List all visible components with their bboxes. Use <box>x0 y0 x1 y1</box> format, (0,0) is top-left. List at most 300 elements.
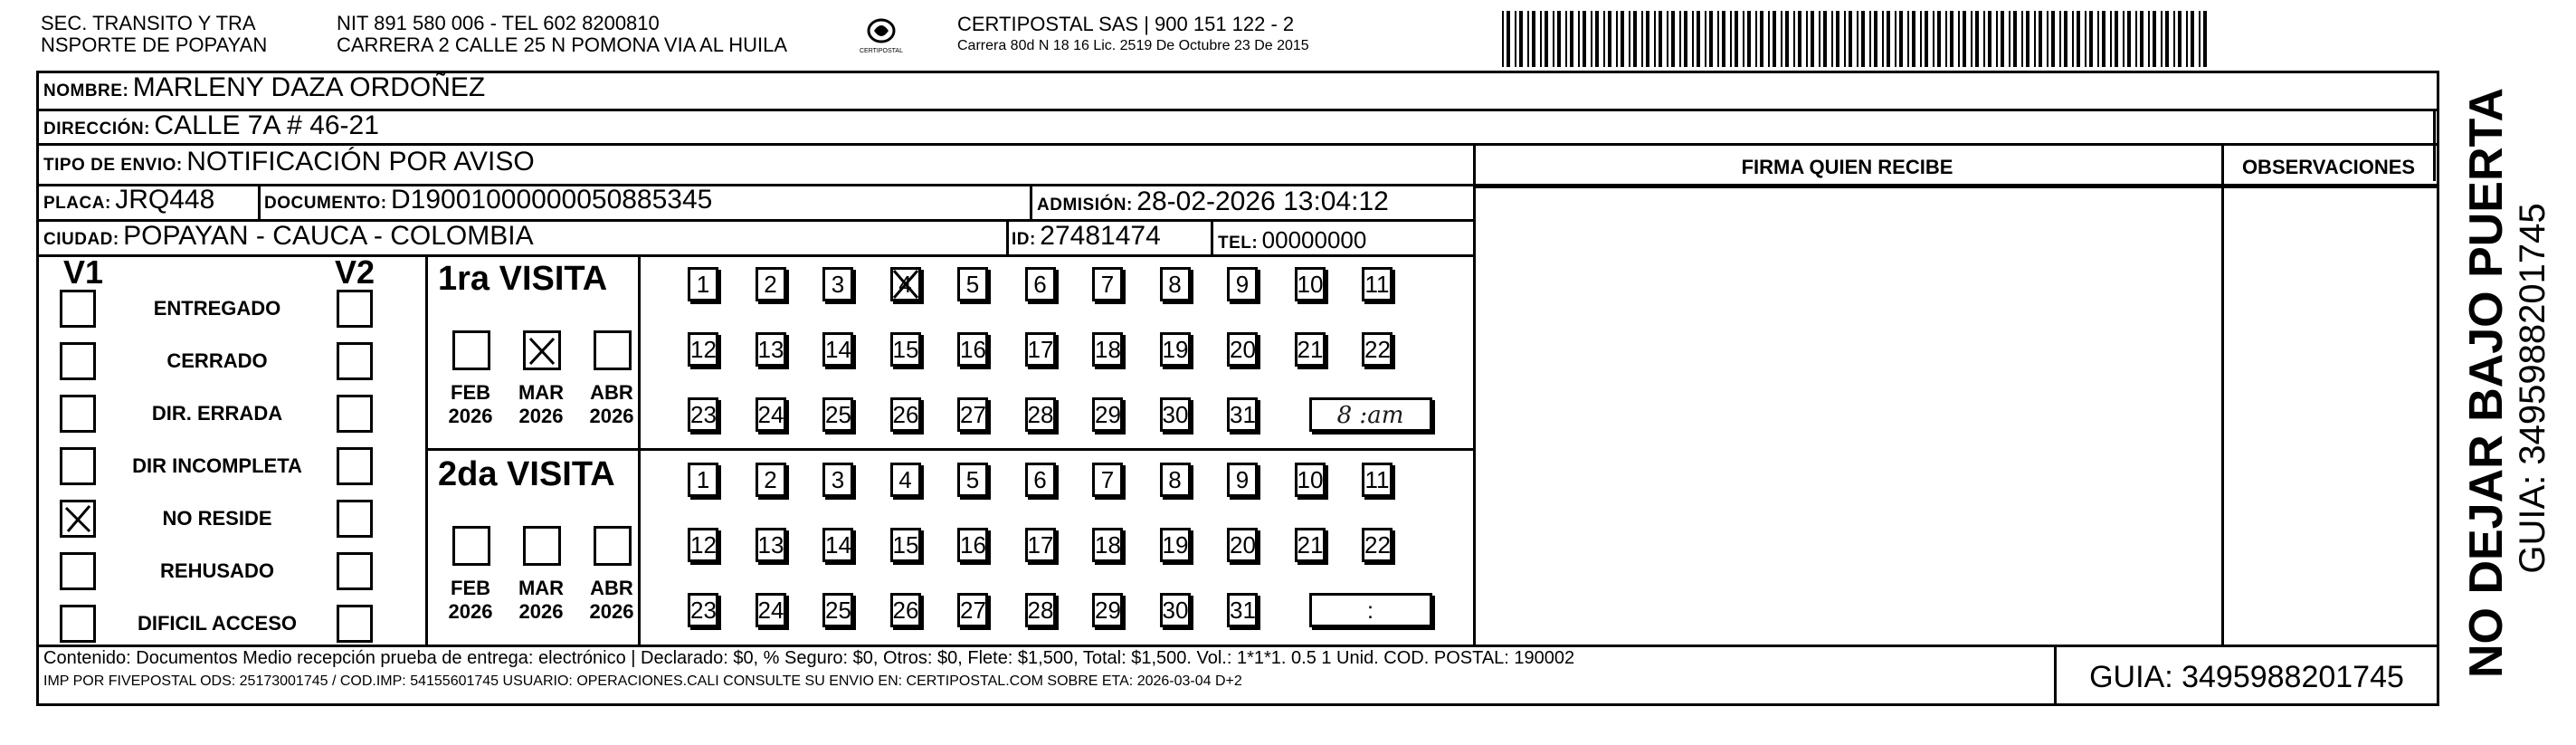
v1-checkbox[interactable] <box>60 447 96 485</box>
day-number: 13 <box>757 336 784 363</box>
day-number: 10 <box>1297 271 1324 298</box>
month-checkbox[interactable] <box>523 526 561 566</box>
day-number: 14 <box>825 336 851 363</box>
day-number: 15 <box>892 531 919 559</box>
barcode-bar <box>1925 11 1928 67</box>
barcode-bar <box>1603 11 1605 67</box>
barcode-bar <box>2009 11 2010 67</box>
day-box[interactable] <box>890 528 921 562</box>
barcode-bar <box>1565 11 1567 67</box>
day-box[interactable] <box>822 528 853 562</box>
visit-title: 2da VISITA <box>438 455 615 493</box>
month-year: 2026 <box>448 600 493 623</box>
barcode-bar <box>1811 11 1814 67</box>
barcode-bar <box>1823 11 1827 67</box>
barcode-bar <box>1684 11 1687 67</box>
v1-checkbox[interactable] <box>60 605 96 643</box>
barcode-bar <box>1899 11 1903 67</box>
day-box[interactable] <box>957 463 988 497</box>
barcode-bar <box>2165 11 2169 67</box>
day-box[interactable] <box>1092 528 1123 562</box>
day-box[interactable] <box>688 593 718 627</box>
company-block <box>957 13 1309 56</box>
v2-checkbox[interactable] <box>337 447 373 485</box>
day-box[interactable] <box>756 593 786 627</box>
barcode-bar <box>1874 11 1877 67</box>
barcode-bar <box>2039 11 2042 67</box>
barcode-bar <box>2059 11 2061 67</box>
barcode-bar <box>1895 11 1896 67</box>
barcode-bar <box>2072 11 2074 67</box>
month-checkbox[interactable] <box>452 330 490 370</box>
day-box[interactable] <box>1092 267 1123 301</box>
plate-value: JRQ448 <box>115 185 215 215</box>
v2-checkbox[interactable] <box>337 605 373 643</box>
day-box[interactable] <box>890 332 921 367</box>
day-number: 8 <box>1168 271 1182 298</box>
day-number: 3 <box>831 271 845 298</box>
barcode-bar <box>1578 11 1580 67</box>
day-box[interactable] <box>1227 528 1258 562</box>
admission-label: ADMISIÓN: <box>1037 196 1133 215</box>
document-label: DOCUMENTO: <box>264 194 387 213</box>
barcode-bar <box>1849 11 1852 67</box>
tel-label: TEL: <box>1218 234 1259 253</box>
day-box[interactable] <box>1025 397 1056 432</box>
day-box[interactable] <box>890 593 921 627</box>
day-box[interactable] <box>957 267 988 301</box>
day-box[interactable] <box>756 463 786 497</box>
barcode-bar <box>2089 11 2093 67</box>
day-box[interactable] <box>890 397 921 432</box>
month-name: ABR <box>590 577 633 599</box>
day-box[interactable] <box>822 593 853 627</box>
day-box[interactable] <box>822 332 853 367</box>
barcode-bar <box>1722 11 1725 67</box>
barcode-bar <box>1502 11 1504 67</box>
day-box[interactable] <box>1160 397 1191 432</box>
barcode-bar <box>1608 11 1611 67</box>
day-box[interactable] <box>1025 528 1056 562</box>
day-box[interactable] <box>1227 593 1258 627</box>
day-box[interactable] <box>756 528 786 562</box>
v2-checkbox[interactable] <box>337 395 373 433</box>
plate-cell <box>43 185 214 220</box>
day-number: 12 <box>690 336 717 363</box>
day-number: 30 <box>1162 597 1189 624</box>
barcode-bar <box>1988 11 1991 67</box>
month-label <box>443 577 498 624</box>
observations-area[interactable] <box>2230 195 2429 638</box>
barcode-bar <box>1937 11 1941 67</box>
day-box[interactable] <box>1295 528 1326 562</box>
barcode-bar <box>1760 11 1763 67</box>
barcode-bar <box>1519 11 1523 67</box>
barcode-bar <box>1920 11 1922 67</box>
day-box[interactable] <box>1362 332 1393 367</box>
barcode-bar <box>1654 11 1656 67</box>
barcode-bar <box>1950 11 1953 67</box>
barcode-bar <box>1545 11 1548 67</box>
barcode-bar <box>1570 11 1573 67</box>
day-box[interactable] <box>1025 267 1056 301</box>
barcode-bar <box>1743 11 1744 67</box>
day-box[interactable] <box>1160 332 1191 367</box>
city-value: POPAYAN - CAUCA - COLOMBIA <box>123 221 534 251</box>
barcode-bar <box>2140 11 2143 67</box>
day-box[interactable] <box>957 332 988 367</box>
barcode-bar <box>1887 11 1890 67</box>
day-number: 22 <box>1364 531 1391 559</box>
day-box[interactable] <box>1362 267 1393 301</box>
day-number: 17 <box>1027 336 1054 363</box>
status-label: DIR INCOMPLETA <box>132 454 302 477</box>
day-box[interactable] <box>1025 463 1056 497</box>
day-box[interactable] <box>1092 463 1123 497</box>
address-label: DIRECCIÓN: <box>43 119 150 138</box>
day-number: 31 <box>1230 401 1256 428</box>
barcode-bar <box>2148 11 2150 67</box>
v2-checkbox[interactable] <box>337 290 373 328</box>
day-number: 27 <box>960 401 986 428</box>
barcode-bar <box>1975 11 1979 67</box>
barcode-bar <box>2115 11 2118 67</box>
barcode-bar <box>2051 11 2055 67</box>
barcode-bar <box>2191 11 2194 67</box>
day-number: 6 <box>1033 466 1047 493</box>
barcode-bar <box>1659 11 1662 67</box>
day-number: 15 <box>892 336 919 363</box>
day-box[interactable] <box>756 397 786 432</box>
barcode <box>1502 11 2217 67</box>
status-label: CERRADO <box>166 349 268 372</box>
barcode-bar <box>1857 11 1858 67</box>
day-box[interactable] <box>1362 528 1393 562</box>
id-label: ID: <box>1012 230 1036 249</box>
barcode-bar <box>1747 11 1751 67</box>
document-value: D19001000000050885345 <box>391 185 713 215</box>
barcode-bar <box>1735 11 1738 67</box>
month-name: MAR <box>518 381 565 404</box>
barcode-bar <box>1768 11 1770 67</box>
day-number: 22 <box>1364 336 1391 363</box>
v2-checkbox[interactable] <box>337 552 373 590</box>
v1-checkbox[interactable] <box>60 395 96 433</box>
day-box[interactable] <box>1227 267 1258 301</box>
barcode-bar <box>1692 11 1694 67</box>
barcode-bar <box>1730 11 1732 67</box>
day-box[interactable] <box>688 463 718 497</box>
day-number: 12 <box>690 531 717 559</box>
month-year: 2026 <box>448 405 493 427</box>
day-number: 16 <box>960 336 986 363</box>
day-number: 24 <box>757 597 784 624</box>
day-number: 3 <box>831 466 845 493</box>
day-box[interactable] <box>822 267 853 301</box>
month-name: MAR <box>518 577 565 599</box>
day-number: 1 <box>696 466 710 493</box>
day-number: 16 <box>960 531 986 559</box>
day-number: 26 <box>892 401 919 428</box>
day-box[interactable] <box>1295 463 1326 497</box>
admission-value: 28-02-2026 13:04:12 <box>1136 186 1389 216</box>
barcode-bar <box>1907 11 1909 67</box>
status-label: DIR. ERRADA <box>151 402 283 425</box>
tel-value: 00000000 <box>1261 226 1367 253</box>
barcode-bar <box>1912 11 1915 67</box>
name-row <box>43 72 485 108</box>
barcode-bar <box>1709 11 1713 67</box>
day-number: 20 <box>1230 531 1256 559</box>
barcode-bar <box>1629 11 1630 67</box>
barcode-bar <box>2102 11 2105 67</box>
day-number: 28 <box>1027 401 1054 428</box>
sender-line-2: NSPORTE DE POPAYAN <box>41 33 268 56</box>
day-box[interactable] <box>1295 332 1326 367</box>
day-box[interactable] <box>688 332 718 367</box>
barcode-bar <box>1671 11 1675 67</box>
day-box[interactable] <box>1160 593 1191 627</box>
day-number: 9 <box>1235 271 1250 298</box>
v1-checkbox[interactable] <box>60 552 96 590</box>
day-box[interactable] <box>1092 332 1123 367</box>
barcode-bar <box>2013 11 2017 67</box>
day-box[interactable] <box>688 528 718 562</box>
barcode-bar <box>2110 11 2112 67</box>
no-dejar-warning: NO DEJAR BAJO PUERTA <box>2460 87 2513 678</box>
month-year: 2026 <box>518 405 564 427</box>
time-box[interactable] <box>1309 397 1432 432</box>
v1-checkbox[interactable] <box>60 342 96 380</box>
day-box[interactable] <box>688 267 718 301</box>
day-box[interactable] <box>1227 332 1258 367</box>
day-number: 11 <box>1364 466 1390 493</box>
side-panel <box>2443 71 2570 706</box>
barcode-bar <box>1515 11 1516 67</box>
day-number: 13 <box>757 531 784 559</box>
sender-block <box>41 13 267 56</box>
signature-area[interactable] <box>1484 195 2208 638</box>
month-checkbox[interactable] <box>594 330 632 370</box>
checkmark-icon <box>890 267 921 301</box>
time-box[interactable] <box>1309 593 1432 627</box>
day-number: 7 <box>1100 271 1115 298</box>
barcode-bar <box>2123 11 2124 67</box>
barcode-bar <box>1527 11 1529 67</box>
document-cell <box>264 185 712 220</box>
barcode-bar <box>1595 11 1599 67</box>
status-label: REHUSADO <box>160 559 274 582</box>
day-box[interactable] <box>822 463 853 497</box>
barcode-bar <box>2034 11 2036 67</box>
day-number: 8 <box>1168 466 1182 493</box>
day-number: 27 <box>960 597 986 624</box>
barcode-bar <box>1616 11 1618 67</box>
time-value: : <box>1366 597 1374 624</box>
day-number: 18 <box>1095 336 1121 363</box>
day-number: 20 <box>1230 336 1256 363</box>
sender-line-1: SEC. TRANSITO Y TRA <box>41 12 256 34</box>
barcode-bar <box>1836 11 1839 67</box>
day-box[interactable] <box>1025 593 1056 627</box>
day-box[interactable] <box>957 528 988 562</box>
shipment-type: NOTIFICACIÓN POR AVISO <box>186 147 535 177</box>
day-box[interactable] <box>1227 463 1258 497</box>
day-box[interactable] <box>1092 397 1123 432</box>
barcode-bar <box>1793 11 1795 67</box>
barcode-bar <box>1633 11 1637 67</box>
day-number: 28 <box>1027 597 1054 624</box>
barcode-bar <box>1621 11 1624 67</box>
barcode-bar <box>1540 11 1542 67</box>
visit-title: 1ra VISITA <box>438 260 608 298</box>
day-number: 6 <box>1033 271 1047 298</box>
time-value: 8 :am <box>1336 402 1404 429</box>
v2-checkbox[interactable] <box>337 342 373 380</box>
barcode-bar <box>2077 11 2080 67</box>
city-row <box>43 221 534 256</box>
footer-guia: GUIA: 3495988201745 <box>2089 660 2404 694</box>
status-label: ENTREGADO <box>153 297 281 320</box>
checkmark-icon <box>62 502 93 535</box>
day-number: 31 <box>1230 597 1256 624</box>
day-number: 10 <box>1297 466 1324 493</box>
checkmark-icon <box>526 333 558 368</box>
barcode-bar <box>1844 11 1846 67</box>
recipient-name: MARLENY DAZA ORDOÑEZ <box>132 72 486 102</box>
day-number: 21 <box>1297 531 1324 559</box>
month-checkbox[interactable] <box>452 526 490 566</box>
status-label: DIFICIL ACCESO <box>137 612 297 635</box>
day-number: 7 <box>1100 466 1115 493</box>
month-label <box>585 577 639 624</box>
day-number: 29 <box>1095 597 1121 624</box>
barcode-bar <box>1553 11 1554 67</box>
barcode-bar <box>1861 11 1865 67</box>
barcode-bar <box>1697 11 1700 67</box>
barcode-bar <box>1667 11 1668 67</box>
month-checkbox[interactable] <box>523 330 561 370</box>
day-box[interactable] <box>756 267 786 301</box>
month-checkbox[interactable] <box>594 526 632 566</box>
month-year: 2026 <box>589 405 634 427</box>
month-name: FEB <box>451 381 490 404</box>
barcode-bar <box>2203 11 2207 67</box>
address-row <box>43 110 379 146</box>
month-label <box>514 577 568 624</box>
day-box[interactable] <box>1160 528 1191 562</box>
day-number: 5 <box>965 271 980 298</box>
day-number: 18 <box>1095 531 1121 559</box>
barcode-bar <box>1591 11 1592 67</box>
barcode-bar <box>1773 11 1776 67</box>
day-box[interactable] <box>1362 463 1393 497</box>
day-number: 19 <box>1162 336 1189 363</box>
barcode-bar <box>1983 11 1985 67</box>
day-box[interactable] <box>957 593 988 627</box>
signature-header: FIRMA QUIEN RECIBE <box>1741 156 1953 178</box>
day-box[interactable] <box>1092 593 1123 627</box>
barcode-bar <box>2127 11 2131 67</box>
day-number: 4 <box>898 271 912 298</box>
name-label: NOMBRE: <box>43 81 129 100</box>
day-box[interactable] <box>1160 267 1191 301</box>
day-number: 30 <box>1162 401 1189 428</box>
logo-text: CERTIPOSTAL <box>860 48 903 54</box>
day-box[interactable] <box>1295 267 1326 301</box>
day-number: 17 <box>1027 531 1054 559</box>
nit-line: NIT 891 580 006 - TEL 602 8200810 <box>337 12 660 34</box>
sender-contact <box>337 13 787 56</box>
v1-checkbox[interactable] <box>60 500 96 538</box>
tel-cell <box>1218 224 1366 260</box>
day-box[interactable] <box>1160 463 1191 497</box>
recipient-address: CALLE 7A # 46-21 <box>154 110 379 140</box>
day-number: 25 <box>825 597 851 624</box>
day-box[interactable] <box>890 267 921 301</box>
barcode-bar <box>1785 11 1789 67</box>
day-box[interactable] <box>890 463 921 497</box>
barcode-bar <box>1532 11 1535 67</box>
v2-header: V2 <box>335 253 375 291</box>
day-box[interactable] <box>1025 332 1056 367</box>
month-name: FEB <box>451 577 490 599</box>
barcode-bar <box>1806 11 1808 67</box>
side-guia: GUIA: 3495988201745 <box>2513 203 2552 574</box>
day-number: 5 <box>965 466 980 493</box>
barcode-bar <box>2001 11 2004 67</box>
day-number: 2 <box>764 271 777 298</box>
barcode-bar <box>2173 11 2175 67</box>
type-label: TIPO DE ENVIO: <box>43 156 183 175</box>
barcode-bar <box>1882 11 1884 67</box>
barcode-bar <box>1755 11 1757 67</box>
day-number: 23 <box>690 597 717 624</box>
barcode-bar <box>1971 11 1972 67</box>
v2-checkbox[interactable] <box>337 500 373 538</box>
observations-header: OBSERVACIONES <box>2241 156 2416 178</box>
day-box[interactable] <box>688 397 718 432</box>
barcode-bar <box>1557 11 1561 67</box>
company-address: Carrera 80d N 18 16 Lic. 2519 De Octubre 23 De 2015 <box>957 38 1309 53</box>
month-label <box>514 381 568 428</box>
month-year: 2026 <box>518 600 564 623</box>
day-number: 26 <box>892 597 919 624</box>
v1-header: V1 <box>63 253 104 291</box>
barcode-bar <box>2047 11 2048 67</box>
day-box[interactable] <box>957 397 988 432</box>
day-number: 4 <box>898 466 912 493</box>
day-box[interactable] <box>822 397 853 432</box>
v1-checkbox[interactable] <box>60 290 96 328</box>
day-number: 25 <box>825 401 851 428</box>
barcode-bar <box>1798 11 1801 67</box>
day-number: 2 <box>764 466 777 493</box>
day-number: 24 <box>757 401 784 428</box>
day-number: 21 <box>1297 336 1324 363</box>
barcode-bar <box>1717 11 1719 67</box>
status-label: NO RESIDE <box>162 507 272 530</box>
day-number: 23 <box>690 401 717 428</box>
barcode-bar <box>1963 11 1966 67</box>
barcode-bar <box>2026 11 2029 67</box>
day-box[interactable] <box>756 332 786 367</box>
barcode-bar <box>1507 11 1510 67</box>
month-label <box>585 381 639 428</box>
footer-imp-line: IMP POR FIVEPOSTAL ODS: 25173001745 / COD.IMP: 54155601745 USUARIO: OPERACIONES.CALI CONSULTE SU ENVIO EN: CERTIPOSTAL.COM SOBRE ETA: 2026-03-04 D+2 <box>43 673 1242 689</box>
day-number: 11 <box>1364 271 1390 298</box>
day-box[interactable] <box>1227 397 1258 432</box>
